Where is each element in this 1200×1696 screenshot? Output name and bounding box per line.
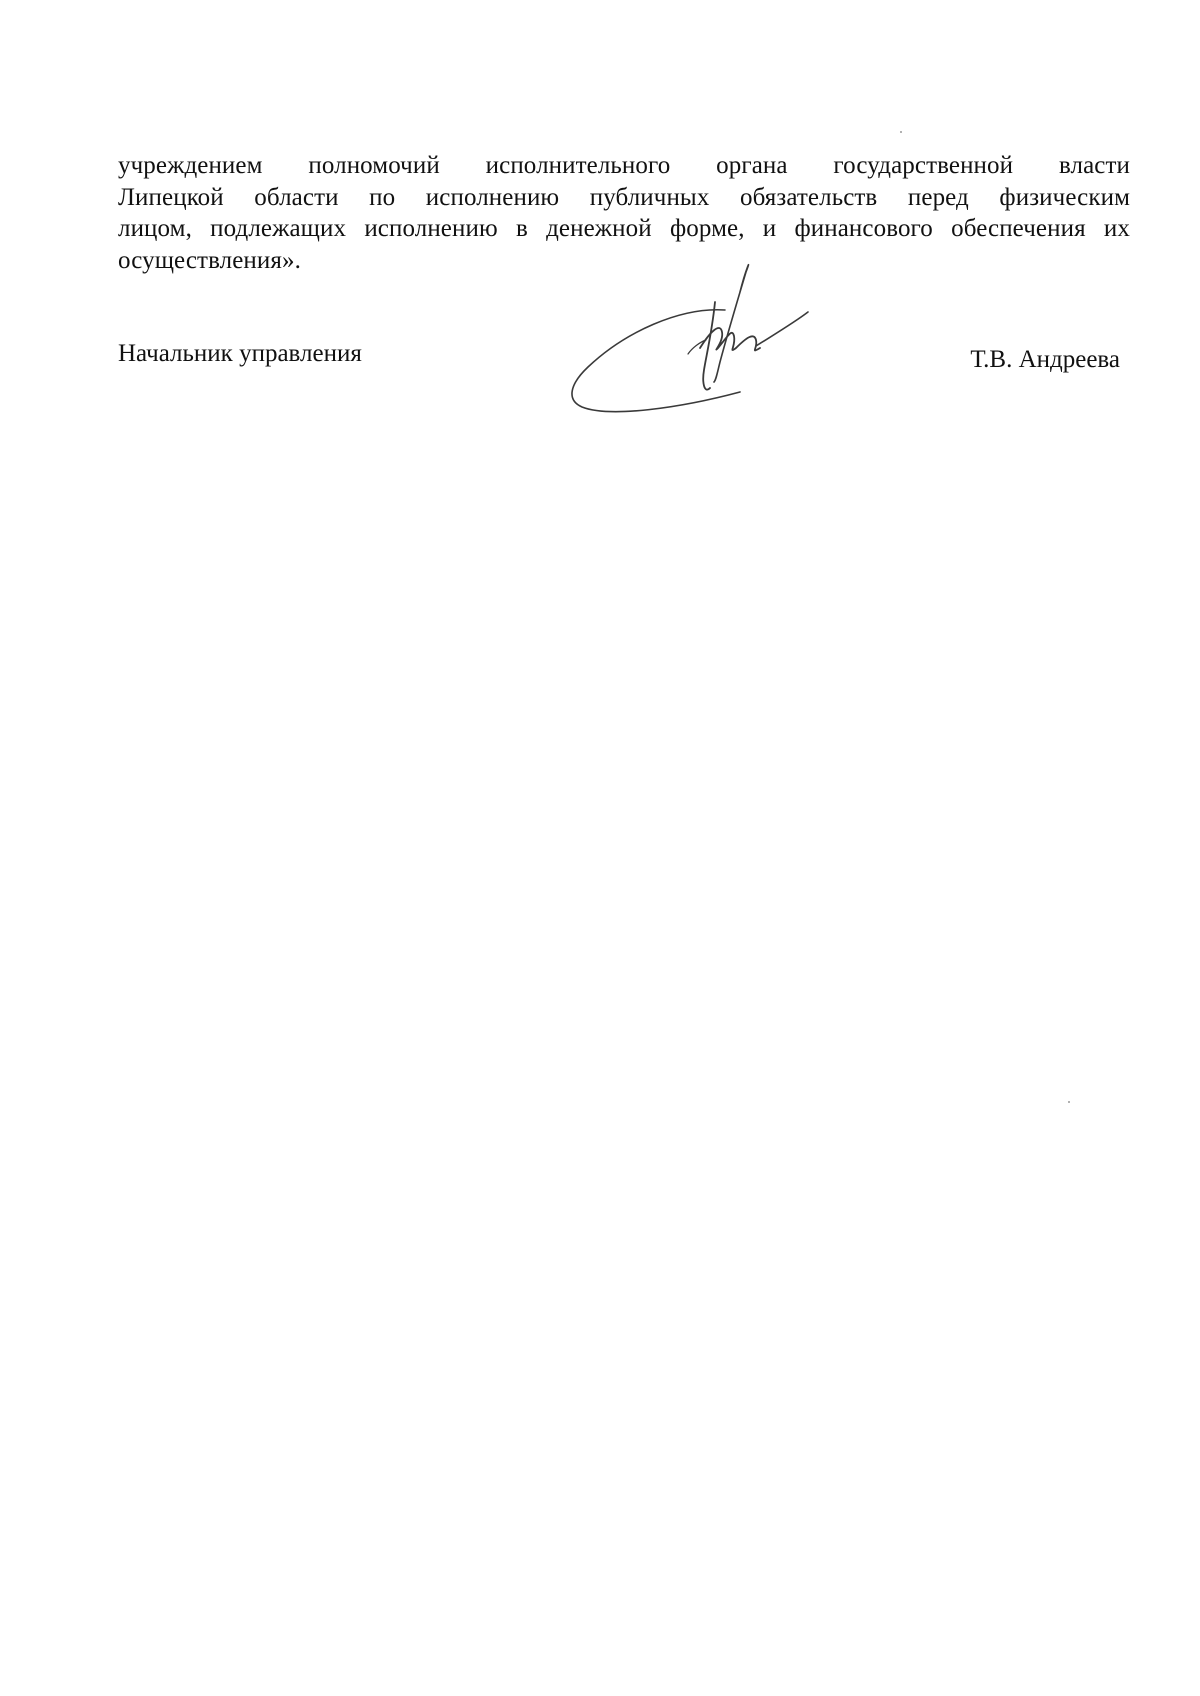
body-line: учреждением полномочий исполнительного органа государственной власти xyxy=(118,152,1130,179)
scan-speck xyxy=(900,131,902,133)
handwritten-signature xyxy=(570,262,890,432)
signature-stroke xyxy=(756,312,808,346)
scan-speck xyxy=(1068,1101,1070,1103)
body-paragraph xyxy=(118,150,1130,276)
signer-name: Т.В. Андреева xyxy=(970,346,1120,373)
signature-stroke xyxy=(572,310,740,412)
signature-stroke xyxy=(714,265,748,382)
body-line: Липецкой области по исполнению публичных обязательств перед физическим xyxy=(118,183,1130,211)
body-line: лицом, подлежащих исполнению в денежной форме, и финансового обеспечения их xyxy=(118,215,1130,242)
body-line: осуществления». xyxy=(118,246,301,274)
signer-position: Начальник управления xyxy=(118,340,362,367)
signature-stroke xyxy=(703,302,715,390)
